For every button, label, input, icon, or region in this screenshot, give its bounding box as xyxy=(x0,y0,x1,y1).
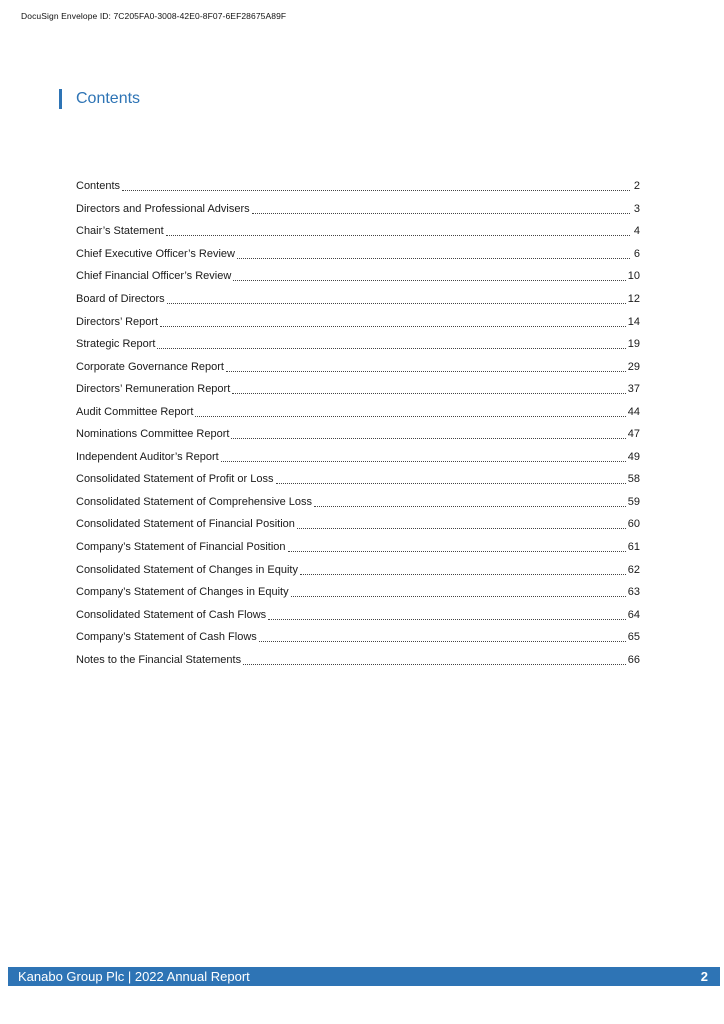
toc-dot-leader xyxy=(243,663,626,665)
toc-entry[interactable] xyxy=(76,333,640,356)
toc-entry[interactable] xyxy=(76,626,640,649)
toc-entry-page: 63 xyxy=(627,586,640,599)
footer-page-number: 2 xyxy=(700,969,708,984)
toc-entry-page: 66 xyxy=(627,653,640,666)
toc-entry-page: 65 xyxy=(627,631,640,644)
toc-entry-title: Consolidated Statement of Cash Flows xyxy=(76,608,267,621)
toc-entry[interactable] xyxy=(76,423,640,446)
toc-entry-title: Chief Financial Officer’s Review xyxy=(76,270,232,283)
toc-entry-title: Directors and Professional Advisers xyxy=(76,202,250,215)
toc-entry-page: 64 xyxy=(627,608,640,621)
toc-entry-page: 19 xyxy=(627,338,640,351)
toc-entry-page: 12 xyxy=(627,293,640,305)
table-of-contents xyxy=(76,175,640,671)
toc-entry-title: Strategic Report xyxy=(76,338,156,351)
toc-entry-page: 59 xyxy=(627,495,640,508)
toc-entry[interactable] xyxy=(76,491,640,514)
toc-entry[interactable] xyxy=(76,243,640,266)
toc-dot-leader xyxy=(288,550,626,552)
toc-entry[interactable] xyxy=(76,446,640,469)
toc-entry-title: Consolidated Statement of Comprehensive Loss xyxy=(76,495,313,508)
toc-entry[interactable] xyxy=(76,536,640,559)
toc-entry-title: Independent Auditor’s Report xyxy=(76,450,219,463)
toc-entry-page: 37 xyxy=(627,383,640,396)
toc-entry[interactable] xyxy=(76,220,640,243)
toc-entry-title: Audit Committee Report xyxy=(76,405,194,418)
toc-entry-title: Chair’s Statement xyxy=(76,225,164,238)
toc-dot-leader xyxy=(157,347,625,349)
toc-entry-title: Company’s Statement of Financial Position xyxy=(76,541,286,554)
footer-bar xyxy=(8,967,720,986)
toc-dot-leader xyxy=(232,392,625,394)
toc-dot-leader xyxy=(297,527,626,529)
heading-accent-bar xyxy=(59,89,62,109)
toc-dot-leader xyxy=(259,640,626,642)
docusign-envelope-id: DocuSign Envelope ID: 7C205FA0-3008-42E0-8F07-6EF28675A89F xyxy=(21,11,287,21)
toc-dot-leader xyxy=(226,370,626,372)
toc-entry-page: 2 xyxy=(633,180,640,193)
toc-entry-page: 49 xyxy=(627,450,640,463)
toc-entry-page: 47 xyxy=(627,428,640,441)
toc-entry[interactable] xyxy=(76,288,640,311)
toc-dot-leader xyxy=(195,415,625,417)
contents-heading xyxy=(59,88,140,110)
page-title: Contents xyxy=(76,90,141,107)
toc-entry-page: 3 xyxy=(633,202,640,215)
toc-entry[interactable] xyxy=(76,310,640,333)
toc-dot-leader xyxy=(268,618,626,620)
toc-entry-page: 14 xyxy=(627,315,640,328)
toc-entry-page: 60 xyxy=(627,518,640,531)
toc-dot-leader xyxy=(252,212,630,214)
toc-dot-leader xyxy=(233,279,625,281)
footer-title: Kanabo Group Plc | 2022 Annual Report xyxy=(18,969,250,984)
toc-entry-page: 10 xyxy=(627,270,640,283)
toc-entry[interactable] xyxy=(76,378,640,401)
toc-entry[interactable] xyxy=(76,558,640,581)
toc-dot-leader xyxy=(160,325,626,327)
toc-entry-page: 61 xyxy=(627,541,640,554)
toc-entry[interactable] xyxy=(76,513,640,536)
toc-entry-title: Company’s Statement of Changes in Equity xyxy=(76,586,289,599)
toc-entry[interactable] xyxy=(76,581,640,604)
toc-entry-title: Corporate Governance Report xyxy=(76,360,224,373)
toc-entry[interactable] xyxy=(76,603,640,626)
toc-entry-page: 62 xyxy=(627,563,640,576)
toc-entry[interactable] xyxy=(76,355,640,378)
toc-entry-title: Consolidated Statement of Profit or Loss xyxy=(76,473,274,486)
toc-dot-leader xyxy=(300,573,626,575)
toc-dot-leader xyxy=(122,189,630,191)
toc-entry-page: 58 xyxy=(627,473,640,486)
toc-entry[interactable] xyxy=(76,400,640,423)
toc-entry-title: Directors’ Remuneration Report xyxy=(76,383,231,396)
toc-dot-leader xyxy=(166,234,630,236)
toc-entry[interactable] xyxy=(76,648,640,671)
toc-entry-page: 29 xyxy=(627,360,640,373)
toc-dot-leader xyxy=(276,482,626,484)
toc-entry-page: 44 xyxy=(627,405,640,418)
toc-entry-title: Consolidated Statement of Changes in Equity xyxy=(76,563,298,576)
toc-entry-title: Chief Executive Officer’s Review xyxy=(76,247,235,260)
toc-entry[interactable] xyxy=(76,175,640,198)
toc-entry[interactable] xyxy=(76,265,640,288)
toc-entry[interactable] xyxy=(76,468,640,491)
toc-entry-title: Board of Directors xyxy=(76,293,165,305)
toc-entry-page: 4 xyxy=(633,225,640,238)
toc-entry-title: Directors’ Report xyxy=(76,315,159,328)
toc-entry-title: Company’s Statement of Cash Flows xyxy=(76,631,257,644)
toc-dot-leader xyxy=(221,460,626,462)
toc-dot-leader xyxy=(291,595,626,597)
toc-dot-leader xyxy=(237,257,630,259)
toc-entry[interactable] xyxy=(76,198,640,221)
toc-entry-title: Nominations Committee Report xyxy=(76,428,230,441)
toc-dot-leader xyxy=(167,302,626,304)
toc-entry-page: 6 xyxy=(633,247,640,260)
toc-dot-leader xyxy=(231,437,625,439)
toc-dot-leader xyxy=(314,505,626,507)
toc-entry-title: Consolidated Statement of Financial Position xyxy=(76,518,295,531)
toc-entry-title: Notes to the Financial Statements xyxy=(76,653,242,666)
toc-entry-title: Contents xyxy=(76,180,121,193)
